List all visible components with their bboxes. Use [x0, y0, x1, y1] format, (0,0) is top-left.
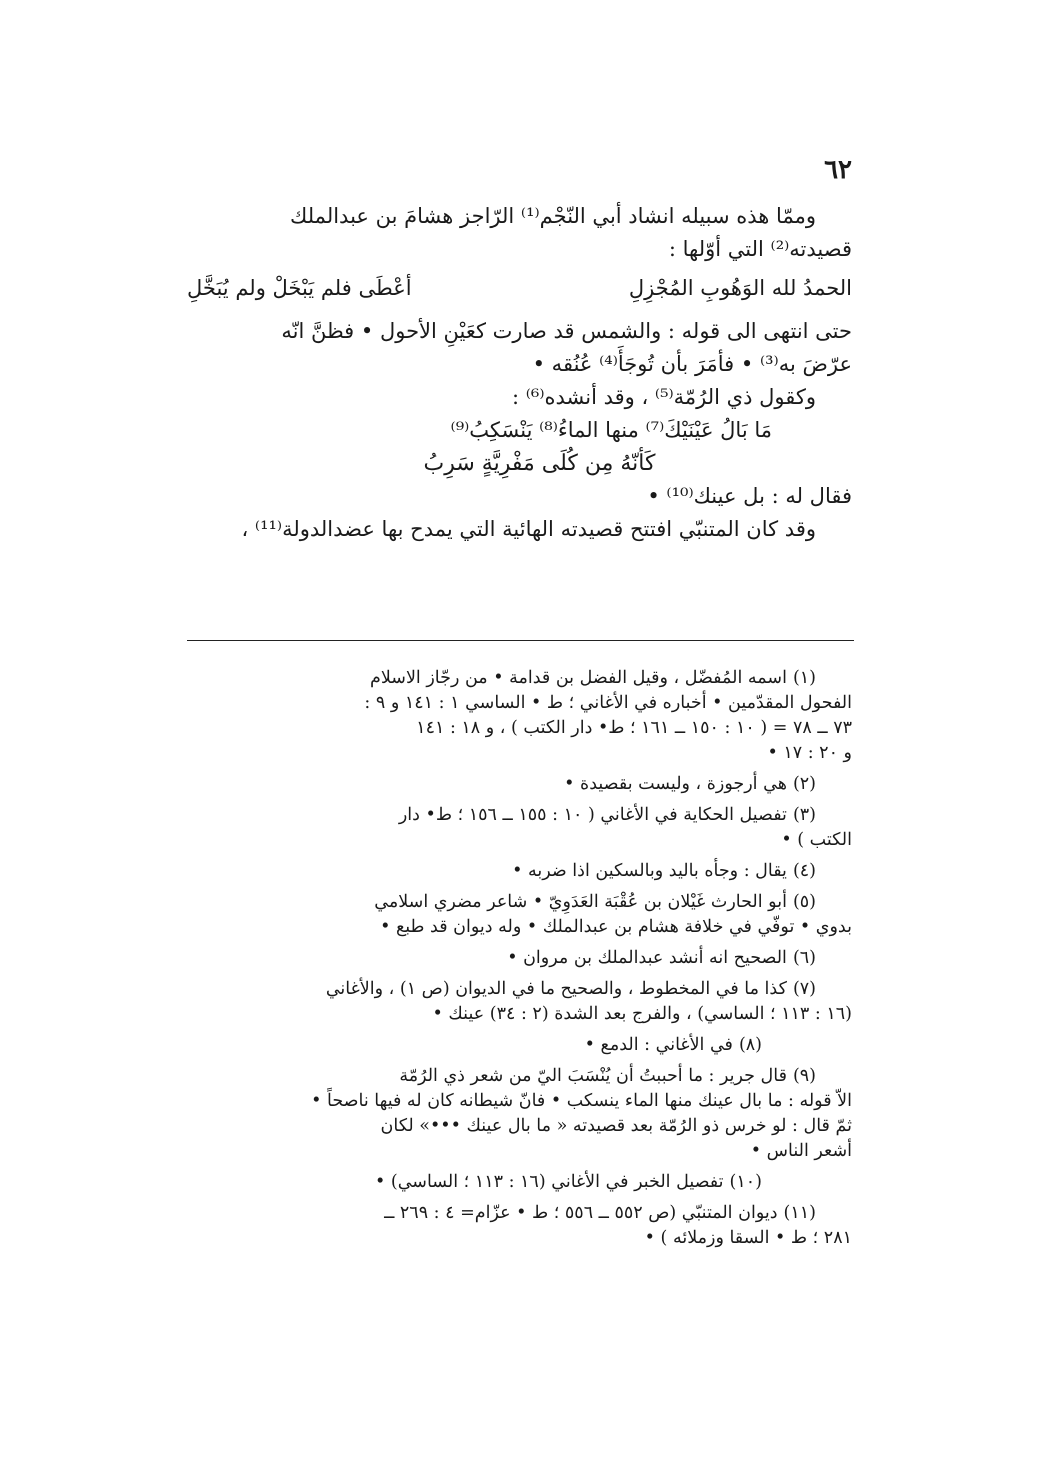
footnote-number: (٤)	[792, 861, 816, 881]
footnote-11-line-2: ٢٨١ ؛ ط • السقا وزملائه ) •	[644, 1228, 852, 1248]
footnote-5	[187, 890, 852, 915]
footnote-1-line-3: ٧٣ ــ ٧٨ = ( ١٠ : ١٥٠ ــ ١٦١ ؛ ط• دار الكتب ) ، و ١٨ : ١٤١	[416, 718, 852, 738]
footnote-9-line-4: أشعر الناس •	[750, 1141, 852, 1161]
footnote-text: قال جرير : ما أحببتُ أن يُنْسَبَ اليّ من شعر ذي الرُمّة	[399, 1066, 787, 1086]
verse-1-second-hemistich: أعْطَى فلم يَبْخَلْ ولم يُبَخَّلِ	[187, 276, 412, 300]
footnote-number: (٧)	[792, 979, 816, 999]
page-number: ٦٢	[824, 155, 852, 185]
footnote-text: أبو الحارث غَيْلان بن عُقْبَة العَدَوِيّ • شاعر مضري اسلامي	[374, 892, 787, 912]
footnotes	[187, 660, 852, 1251]
footnote-number: (١)	[792, 668, 816, 688]
footnote-number: (٨)	[738, 1035, 762, 1055]
paragraph-2-line-2: عرّضَ به⁽³⁾ • فأمَرَ بأن تُوجَأَ⁽⁴⁾ عُنُقه •	[532, 352, 852, 376]
footnote-5-line-2: بدوي • توفّي في خلافة هشام بن عبدالملك • وله ديوان قد طبع •	[380, 917, 852, 937]
footnote-11	[187, 1201, 852, 1226]
footnote-text: كذا ما في المخطوط ، والصحيح ما في الديوان (ص ١) ، والأغاني	[325, 979, 787, 999]
verse-2-line-1: مَا بَالُ عَيْنَيْكَ⁽⁷⁾ منها الماءُ⁽⁸⁾ يَنْسَكِبُ⁽⁹⁾	[450, 418, 772, 442]
footnote-text: اسمه المُفضّل ، وقيل الفضل بن قدامة • من رجّاز الاسلام	[370, 668, 787, 688]
footnote-text: تفصيل الحكاية في الأغاني ( ١٠ : ١٥٥ ــ ١٥٦ ؛ ط• دار	[398, 805, 787, 825]
footnote-text: الصحيح انه أنشد عبدالملك بن مروان •	[507, 948, 787, 968]
footnote-8	[187, 1033, 852, 1058]
footnote-9-line-3: ثمّ قال : لو خرس ذو الرُمّة بعد قصيدته « ما بال عينك •••» لكان	[380, 1116, 852, 1136]
footnote-4	[187, 859, 852, 884]
footnote-1	[187, 666, 852, 691]
footnote-divider	[187, 640, 854, 641]
footnote-number: (٢)	[792, 774, 816, 794]
footnote-9	[187, 1064, 852, 1089]
paragraph-4-line-1: فقال له : بل عينك⁽¹⁰⁾ •	[647, 484, 852, 508]
paragraph-3-line-1: وكقول ذي الرُمّة⁽⁵⁾ ، وقد أنشده⁽⁶⁾ :	[511, 385, 816, 409]
footnote-number: (٣)	[792, 805, 816, 825]
paragraph-1-line-1: وممّا هذه سبيله انشاد أبي النّجْم⁽¹⁾ الرّاجز هشامَ بن عبدالملك	[290, 204, 816, 228]
footnote-text: هي أرجوزة ، وليست بقصيدة •	[564, 774, 787, 794]
footnote-1-line-2: الفحول المقدّمين • أخباره في الأغاني ؛ ط • الساسي ١ : ١٤١ و ٩ :	[364, 693, 852, 713]
verse-2-line-2: كَأنّهُ مِن كُلَى مَفْرِيَّةٍ سَرِبُ	[423, 451, 656, 476]
main-text	[187, 200, 852, 546]
footnote-number: (٥)	[792, 892, 816, 912]
footnote-7	[187, 977, 852, 1002]
footnote-2	[187, 772, 852, 797]
footnote-number: (٦)	[792, 948, 816, 968]
footnote-1-line-4: و ٢٠ : ١٧ •	[767, 743, 852, 763]
footnote-number: (١٠)	[729, 1172, 762, 1192]
footnote-number: (١١)	[783, 1203, 816, 1223]
verse-1	[187, 272, 852, 305]
footnote-3-line-2: الكتب ) •	[781, 830, 852, 850]
footnote-9-line-2: الاّ قوله : ما بال عينك منها الماء ينسكب • فانّ شيطانه كان له فيها ناصحاً •	[311, 1091, 852, 1111]
footnote-text: يقال : وجأه باليد وبالسكين اذا ضربه •	[512, 861, 787, 881]
footnote-7-line-2: (١٦ : ١١٣ ؛ الساسي) ، والفرج بعد الشدة (٢ : ٣٤) عينك •	[432, 1004, 852, 1024]
footnote-3	[187, 803, 852, 828]
footnote-6	[187, 946, 852, 971]
paragraph-1-line-2: قصيدته⁽²⁾ التي أوّلها :	[668, 237, 852, 261]
footnote-text: في الأغاني : الدمع •	[584, 1035, 733, 1055]
footnote-10	[187, 1170, 852, 1195]
footnote-text: تفصيل الخبر في الأغاني (١٦ : ١١٣ ؛ الساسي) •	[375, 1172, 724, 1192]
paragraph-5-line-1: وقد كان المتنبّي افتتح قصيدته الهائية التي يمدح بها عضدالدولة⁽¹¹⁾ ،	[241, 517, 816, 541]
verse-1-first-hemistich: الحمدُ لله الوَهُوبِ المُجْزِلِ	[628, 276, 852, 300]
footnote-number: (٩)	[792, 1066, 816, 1086]
paragraph-2-line-1: حتى انتهى الى قوله : والشمس قد صارت كعَيْنِ الأحول • فظنَّ انّه	[281, 319, 852, 343]
footnote-text: ديوان المتنبّي (ص ٥٥٢ ــ ٥٥٦ ؛ ط • عزّام= ٤ : ٢٦٩ ــ	[384, 1203, 778, 1223]
